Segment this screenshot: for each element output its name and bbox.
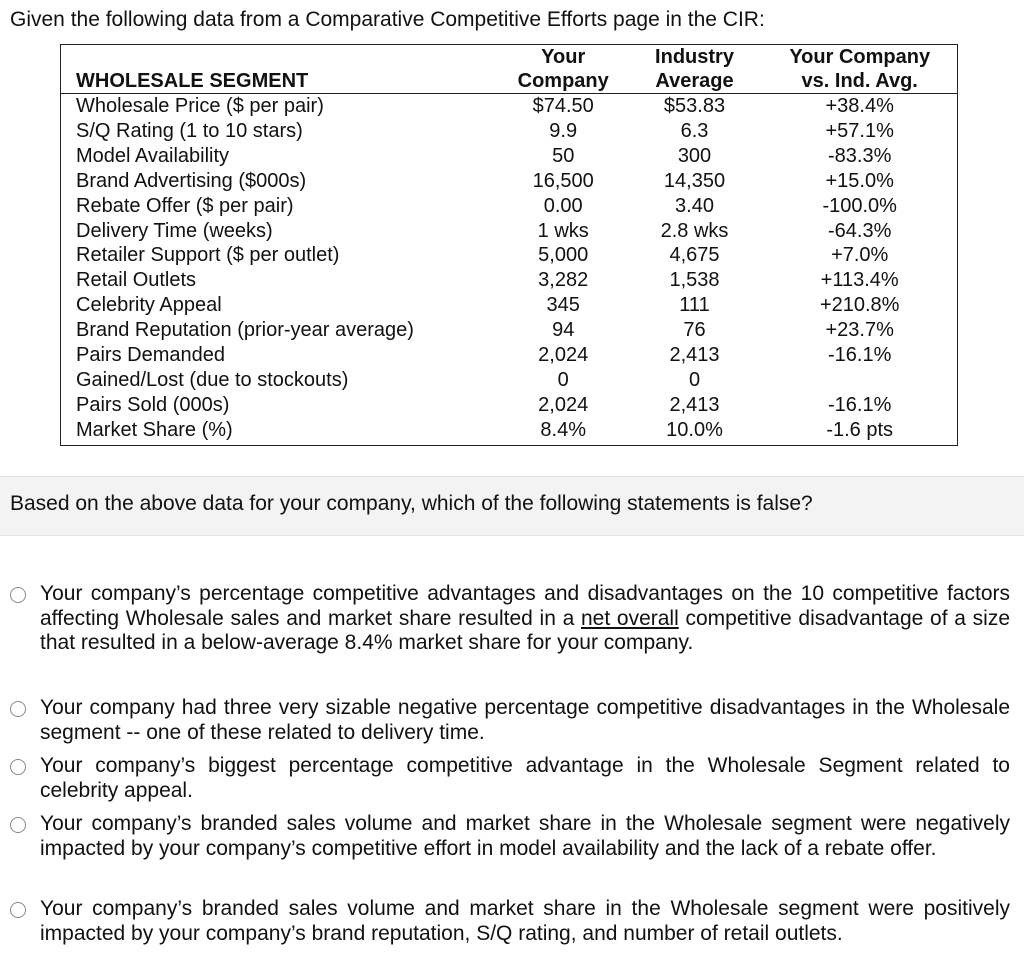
- vs-value: -83.3%: [828, 144, 892, 167]
- col-header-company: Your Company: [517, 46, 609, 92]
- radio-button[interactable]: [10, 587, 26, 603]
- row-label: Rebate Offer ($ per pair): [76, 194, 294, 217]
- table-row: [61, 169, 957, 194]
- company-value: 345: [546, 294, 580, 317]
- company-value: 9.9: [549, 119, 578, 142]
- vs-value: -1.6 pts: [826, 418, 894, 441]
- industry-value: 0: [688, 368, 701, 391]
- table-header-row: [61, 45, 957, 94]
- row-label: S/Q Rating (1 to 10 stars): [76, 119, 303, 142]
- vs-value: +57.1%: [825, 119, 894, 142]
- company-value: 0: [557, 368, 569, 391]
- table-row: [61, 368, 957, 393]
- answer-option[interactable]: [10, 897, 1010, 946]
- vs-value: -16.1%: [828, 393, 892, 416]
- table-row: [61, 194, 957, 219]
- row-label: Model Availability: [76, 144, 230, 167]
- answer-option-text: Your company had three very sizable negative percentage competitive disadvantages in the Wholesale segment -- one of these related to delivery time.: [40, 696, 1010, 744]
- radio-button[interactable]: [10, 902, 26, 918]
- radio-button[interactable]: [10, 759, 26, 775]
- company-value: 2,024: [538, 393, 589, 416]
- table-row: [61, 94, 957, 119]
- table-row: [61, 243, 957, 268]
- col-header-industry: Industry Average: [655, 46, 734, 92]
- table-row: [61, 268, 957, 293]
- company-value: 5,000: [538, 244, 589, 267]
- industry-value: 4,675: [669, 244, 720, 267]
- row-label: Pairs Sold (000s): [76, 393, 230, 416]
- answer-option[interactable]: [10, 754, 1010, 803]
- row-label: Wholesale Price ($ per pair): [76, 95, 324, 117]
- vs-value: +210.8%: [819, 294, 900, 317]
- company-value: 0.00: [543, 194, 583, 217]
- table-row: [61, 343, 957, 368]
- wholesale-segment-table: [61, 45, 957, 443]
- table-row: [61, 393, 957, 418]
- table-row: [61, 219, 957, 244]
- answer-option-text: Your company’s percentage competitive advantages and disadvantages on the 10 competitive factors affecting Wholesale sales and market share resulted in a net overall competitive disadvantage of a size that resulted in a below-average 8.4% market share for your company.: [40, 582, 1011, 654]
- col-header-vs: Your Company vs. Ind. Avg.: [789, 46, 931, 92]
- row-label: Market Share (%): [76, 418, 233, 441]
- vs-value: +38.4%: [825, 95, 894, 117]
- question-text: Based on the above data for your company, which of the following statements is false?: [10, 492, 813, 515]
- industry-value: $53.83: [663, 95, 726, 117]
- industry-value: 14,350: [663, 169, 726, 192]
- underlined-text: net overall: [580, 606, 679, 630]
- company-value: 2,024: [538, 344, 589, 367]
- vs-value: -64.3%: [828, 219, 892, 242]
- answer-option-text: Your company’s branded sales volume and market share in the Wholesale segment were positively impacted by your company’s brand reputation, S/Q rating, and number of retail outlets.: [40, 897, 1010, 945]
- table-row: [61, 418, 957, 443]
- radio-button[interactable]: [10, 701, 26, 717]
- industry-value: 2.8 wks: [660, 219, 729, 242]
- answer-option[interactable]: [10, 696, 1010, 745]
- company-value: 50: [552, 144, 575, 167]
- row-label: Celebrity Appeal: [76, 294, 222, 317]
- row-label: Retailer Support ($ per outlet): [76, 244, 340, 267]
- industry-value: 76: [683, 319, 706, 342]
- row-label: Pairs Demanded: [76, 344, 225, 367]
- company-value: 94: [552, 319, 575, 342]
- row-label: Delivery Time (weeks): [76, 219, 273, 242]
- row-label: Brand Reputation (prior-year average): [76, 319, 414, 342]
- table-row: [61, 293, 957, 318]
- industry-value: 300: [677, 144, 712, 167]
- company-value: 3,282: [538, 269, 589, 292]
- vs-value: +23.7%: [825, 319, 894, 342]
- answer-option[interactable]: [10, 582, 1010, 656]
- vs-value: [762, 368, 957, 393]
- vs-value: -100.0%: [822, 194, 897, 217]
- company-value: $74.50: [532, 95, 594, 117]
- vs-value: +15.0%: [825, 169, 894, 192]
- industry-value: 6.3: [680, 119, 709, 142]
- row-label: Retail Outlets: [76, 269, 197, 292]
- table-row: [61, 119, 957, 144]
- industry-value: 10.0%: [666, 418, 723, 441]
- company-value: 1 wks: [537, 219, 589, 242]
- industry-value: 2,413: [669, 344, 720, 367]
- industry-value: 1,538: [669, 269, 720, 292]
- table-row: [61, 144, 957, 169]
- company-value: 8.4%: [540, 418, 586, 441]
- industry-value: 3.40: [675, 194, 714, 217]
- cir-table: [60, 44, 958, 446]
- company-value: 16,500: [532, 169, 594, 192]
- industry-value: 111: [679, 294, 710, 317]
- industry-value: 2,413: [669, 393, 720, 416]
- intro-text: Given the following data from a Comparative Competitive Efforts page in the CIR:: [10, 8, 765, 31]
- answer-option-text: Your company’s biggest percentage competitive advantage in the Wholesale Segment related to celebrity appeal.: [40, 754, 1010, 802]
- answer-option[interactable]: [10, 812, 1010, 861]
- table-row: [61, 318, 957, 343]
- row-label: Brand Advertising ($000s): [76, 169, 307, 192]
- vs-value: +7.0%: [831, 244, 889, 267]
- vs-value: +113.4%: [820, 269, 899, 292]
- radio-button[interactable]: [10, 817, 26, 833]
- answer-option-text: Your company’s branded sales volume and market share in the Wholesale segment were negatively impacted by your company’s competitive effort in model availability and the lack of a rebate offer.: [40, 812, 1010, 860]
- vs-value: -16.1%: [828, 344, 892, 367]
- row-label: Gained/Lost (due to stockouts): [76, 368, 349, 391]
- segment-header: WHOLESALE SEGMENT: [76, 70, 309, 92]
